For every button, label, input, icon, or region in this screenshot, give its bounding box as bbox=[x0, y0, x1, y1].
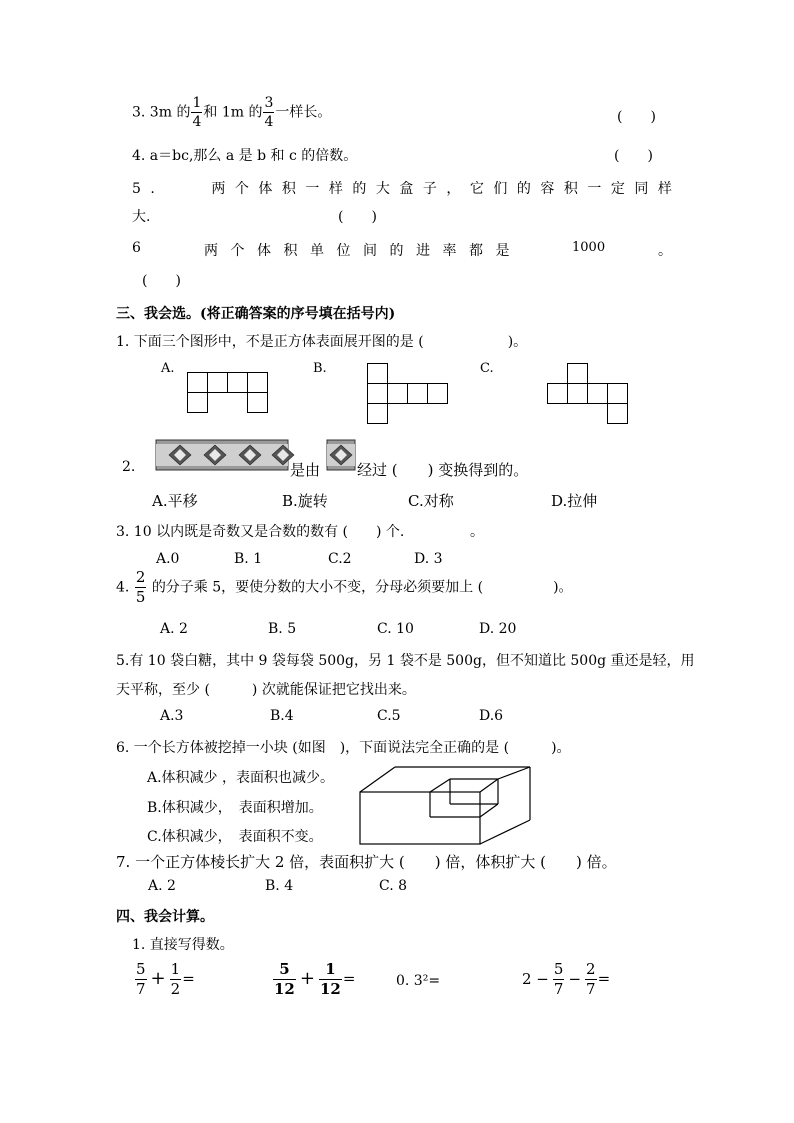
option-item: B. 4 bbox=[265, 878, 294, 894]
option-item: A.体积减少 ，表面积也减少。 bbox=[147, 770, 335, 786]
choice-q5-line1: 5.有 10 袋白糖，其中 9 袋每袋 500g，另 1 袋不是 500g，但不知道比 500g 重还是轻，用 bbox=[116, 653, 695, 669]
option-item: D.6 bbox=[479, 708, 504, 724]
expression-4: 2 − $\frac{5}{7}$ − $\frac{2}{7}$ = bbox=[522, 960, 611, 998]
fraction: $\frac{5}{12}$ bbox=[274, 960, 295, 998]
judge-q6-text: 两个体积单位间的进率都是 bbox=[204, 243, 522, 259]
fraction: $\frac{1}{2}$ bbox=[170, 960, 181, 998]
expression-2: $\frac{5}{12}$ + $\frac{1}{12}$ = bbox=[274, 960, 356, 998]
choice-q2-text-b: 经过 ( ) 变换得到的。 bbox=[357, 461, 529, 479]
option-item: A. 2 bbox=[160, 621, 188, 637]
choice-q6: 6. 一个长方体被挖掉一小块 (如图 )，下面说法完全正确的是 ( )。 bbox=[116, 740, 571, 756]
cube-net-b bbox=[367, 363, 451, 425]
option-item: D. 3 bbox=[414, 551, 443, 567]
choice-q7: 7. 一个正方体棱长扩大 2 倍，表面积扩大 ( ) 倍，体积扩大 ( ) 倍。 bbox=[116, 853, 617, 871]
fraction: $\frac{1}{12}$ bbox=[319, 960, 341, 998]
option-item: A. 2 bbox=[148, 878, 176, 894]
option-item: A.0 bbox=[156, 551, 180, 567]
judge-q6-num: 6 bbox=[132, 240, 141, 256]
answer-bracket[interactable]: ( ) bbox=[338, 209, 377, 225]
judge-q5-line1: 5. 两个体积一样的大盒子，它们的容积一定同样 bbox=[132, 181, 682, 197]
option-item: B.体积减少， 表面积增加。 bbox=[147, 800, 323, 816]
choice-q2-text-a: 是由 bbox=[290, 461, 321, 479]
pattern-unit-image bbox=[327, 440, 355, 470]
choice-q5-line2: 天平称，至少 ( ) 次就能保证把它找出来。 bbox=[116, 682, 416, 698]
option-c-label: C. bbox=[480, 361, 494, 376]
answer-bracket[interactable]: ( ) bbox=[614, 148, 653, 164]
judge-q3: 3. 3m 的 $\frac{1}{4}$ 和 1m 的 $\frac{3}{4}$ 一样长。 bbox=[132, 95, 332, 130]
option-item: D. 20 bbox=[479, 621, 517, 637]
section-title: 四、我会计算。 bbox=[116, 909, 214, 925]
fraction: $\frac{5}{7}$ bbox=[136, 960, 146, 998]
judge-q6-value: 1000 bbox=[572, 240, 606, 255]
option-item: C.体积减少， 表面积不变。 bbox=[147, 829, 323, 845]
cuboid-diagram bbox=[355, 762, 535, 847]
option-item: B. 5 bbox=[268, 621, 297, 637]
fraction: $\frac{1}{4}$ bbox=[192, 95, 202, 130]
judge-q5-line2: 大. bbox=[132, 209, 151, 225]
option-a-label: A. bbox=[161, 361, 175, 376]
choice-q2-num: 2. bbox=[122, 459, 136, 475]
choice-q1: 1. 下面三个图形中，不是正方体表面展开图的是 ( )。 bbox=[116, 334, 528, 350]
option-item: C.5 bbox=[377, 708, 401, 724]
judge-q6-end: 。 bbox=[658, 243, 672, 259]
fraction: $\frac{5}{7}$ bbox=[553, 960, 564, 998]
fraction: $\frac{2}{5}$ bbox=[135, 568, 146, 606]
choice-q4: 4. $\frac{2}{5}$ 的分子乘 5，要使分数的大小不变，分母必须要加上 ( )。 bbox=[116, 568, 573, 606]
option-item: A.3 bbox=[160, 708, 184, 724]
option-item: C.对称 bbox=[408, 492, 454, 510]
cube-net-c bbox=[547, 363, 631, 425]
option-item: C. 10 bbox=[377, 621, 414, 637]
choice-q3-dot: 。 bbox=[470, 524, 484, 540]
expression-1: $\frac{5}{7}$ + $\frac{1}{2}$ = bbox=[136, 960, 195, 998]
judge-q4: 4. a＝bc,那么 a 是 b 和 c 的倍数。 bbox=[132, 148, 358, 164]
fraction: $\frac{2}{7}$ bbox=[586, 960, 596, 998]
pattern-strip-image bbox=[156, 440, 288, 470]
option-item: B.旋转 bbox=[282, 492, 328, 510]
option-item: A.平移 bbox=[152, 492, 198, 510]
answer-bracket[interactable]: ( ) bbox=[142, 273, 181, 289]
option-item: B. 1 bbox=[234, 551, 263, 567]
expression-3: 0. 3²= bbox=[396, 973, 441, 989]
option-item: C. 8 bbox=[379, 878, 408, 894]
fraction: $\frac{3}{4}$ bbox=[264, 95, 274, 130]
option-item: C.2 bbox=[328, 551, 352, 567]
choice-q3: 3. 10 以内既是奇数又是合数的数有 ( ) 个. bbox=[116, 524, 405, 540]
section-title: 三、我会选。(将正确答案的序号填在括号内) bbox=[116, 306, 396, 322]
cube-net-a bbox=[187, 372, 271, 414]
option-item: B.4 bbox=[270, 708, 294, 724]
answer-bracket[interactable]: ( ) bbox=[617, 109, 656, 125]
option-b-label: B. bbox=[313, 361, 327, 376]
subsection-title: 1. 直接写得数。 bbox=[132, 937, 234, 953]
option-item: D.拉伸 bbox=[551, 492, 598, 510]
